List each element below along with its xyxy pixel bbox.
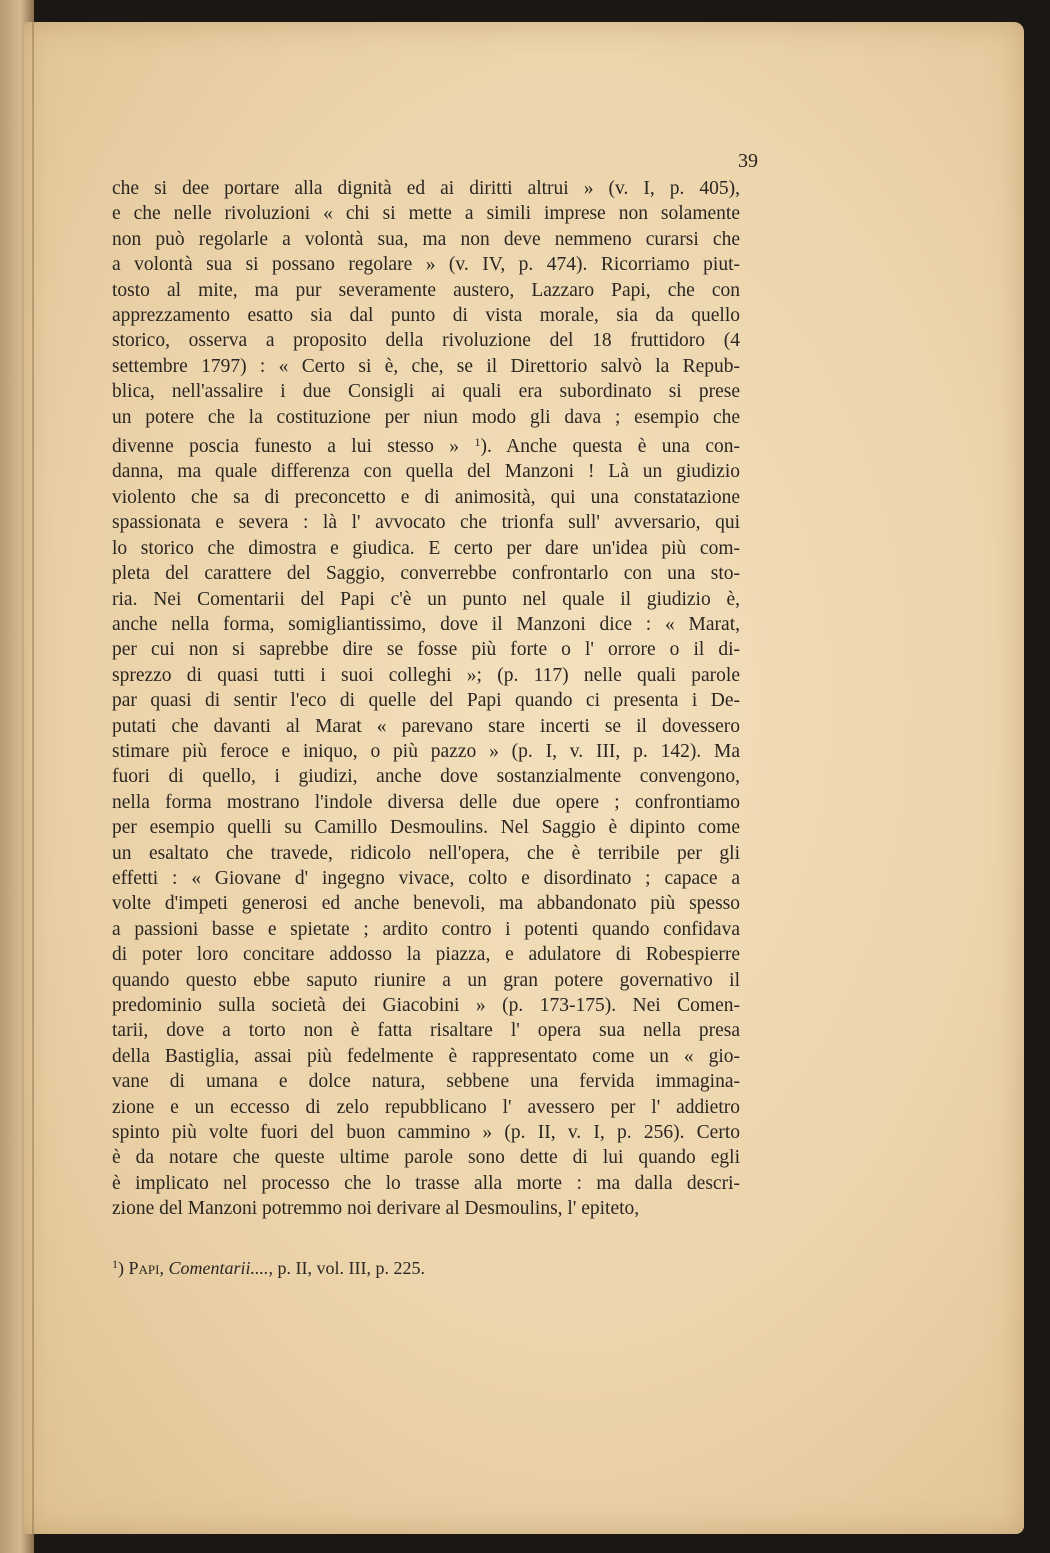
text-line: settembre 1797) : « Certo si è, che, se il Direttorio salvò la Repub- — [112, 355, 740, 377]
text-line: di poter loro concitare addosso la piazza, e adulatore di Robespierre — [112, 944, 740, 966]
text-line: non può regolarle a volontà sua, ma non deve nemmeno curarsi che — [112, 228, 740, 250]
text-line: predominio sulla società dei Giacobini » (p. 173-175). Nei Comen- — [112, 995, 740, 1016]
footnote-author: Papi, — [128, 1258, 164, 1278]
text-line: un esaltato che travede, ridicolo nell'opera, che è terribile per gli — [112, 842, 740, 864]
text-line: ria. Nei Comentarii del Papi c'è un punto nel quale il giudizio è, — [112, 588, 740, 610]
text-line: sprezzo di quasi tutti i suoi colleghi »; (p. 117) nelle quali parole — [112, 664, 740, 686]
text-line: storico, osserva a proposito della rivoluzione del 18 fruttidoro (4 — [112, 330, 740, 352]
text-line: quando questo ebbe saputo riunire a un gran potere governativo il — [112, 969, 740, 991]
text-line — [112, 430, 740, 459]
text-line: della Bastiglia, assai più fedelmente è rappresentato come un « gio- — [112, 1045, 740, 1067]
text-line: che si dee portare alla dignità ed ai diritti altrui » (v. I, p. 405), — [112, 178, 740, 199]
text-line: per esempio quelli su Camillo Desmoulins. Nel Saggio è dipinto come — [112, 817, 740, 839]
text-line: tosto al mite, ma pur severamente austero, Lazzaro Papi, che con — [112, 279, 740, 301]
text-line: è implicato nel processo che lo trasse alla morte : ma dalla descri- — [112, 1172, 740, 1194]
text-line: putati che davanti al Marat « parevano stare incerti se il dovessero — [112, 715, 740, 737]
text-line: apprezzamento esatto sia dal punto di vista morale, sia da quello — [112, 305, 740, 327]
text-line: effetti : « Giovane d' ingegno vivace, colto e disordinato ; capace a — [112, 867, 740, 889]
text-line: volte d'impeti generosi ed anche benevoli, ma abbandonato più spesso — [112, 893, 740, 915]
text-line-part: divenne poscia funesto a lui stesso » — [112, 436, 460, 458]
text-line: e che nelle rivoluzioni « chi si mette a simili imprese non solamente — [112, 203, 740, 225]
text-line: blica, nell'assalire i due Consigli ai quali era subordinato si prese — [112, 381, 740, 403]
footnote-reference: p. II, vol. III, p. 225. — [272, 1258, 425, 1278]
body-text — [112, 176, 740, 1222]
text-line: pleta del carattere del Saggio, converrebbe confrontarlo con una sto- — [112, 563, 740, 585]
text-line: a passioni basse e spietate ; ardito contro i potenti quando confidava — [112, 918, 740, 940]
text-line: spinto più volte fuori del buon cammino » (p. II, v. I, p. 256). Certo — [112, 1122, 740, 1144]
text-line: lo storico che dimostra e giudica. E certo per dare un'idea più com- — [112, 537, 740, 559]
text-line: tarii, dove a torto non è fatta risaltare l' opera sua nella presa — [112, 1020, 740, 1042]
page-number: 39 — [738, 150, 758, 172]
gutter-fold — [32, 22, 34, 1534]
text-line: fuori di quello, i giudizi, anche dove sostanzialmente convengono, — [112, 766, 740, 788]
text-line: par quasi di sentir l'eco di quelle del Papi quando ci presenta i De- — [112, 690, 740, 712]
footnote-reference-marker: 1 — [474, 435, 481, 450]
text-line: zione e un eccesso di zelo repubblicano l' avessero per l' addietro — [112, 1096, 740, 1118]
footnote: $^1$) Papi, Comentarii...., p. II, vol. III, p. 225. — [112, 1257, 425, 1278]
text-line: spassionata e severa : là l' avvocato che trionfa sull' avversario, qui — [112, 512, 740, 534]
text-line: a volontà sua si possano regolare » (v. IV, p. 474). Ricorriamo piut- — [112, 254, 740, 276]
text-line: stimare più feroce e iniquo, o più pazzo » (p. I, v. III, p. 142). Ma — [112, 740, 740, 762]
text-line: un potere che la costituzione per niun modo gli dava ; esempio che — [112, 406, 740, 428]
text-line: violento che sa di preconcetto e di animosità, qui una constatazione — [112, 486, 740, 508]
text-line: anche nella forma, somigliantissimo, dove il Manzoni dice : « Marat, — [112, 613, 740, 635]
text-line: nella forma mostrano l'indole diversa delle due opere ; confrontiamo — [112, 791, 740, 813]
text-line: danna, ma quale differenza con quella del Manzoni ! Là un giudizio — [112, 461, 740, 483]
text-line-part: ). Anche questa è una con- — [480, 436, 740, 458]
footnote-marker: 1 — [112, 1257, 118, 1271]
text-line: per cui non si saprebbe dire se fosse più forte o l' orrore o il di- — [112, 639, 740, 661]
text-line: zione del Manzoni potremmo noi derivare al Desmoulins, l' epiteto, — [112, 1198, 640, 1220]
text-line: vane di umana e dolce natura, sebbene una fervida immagina- — [112, 1071, 740, 1093]
text-line: è da notare che queste ultime parole sono dette di lui quando egli — [112, 1147, 740, 1169]
footnote-title: Comentarii...., — [168, 1258, 273, 1278]
